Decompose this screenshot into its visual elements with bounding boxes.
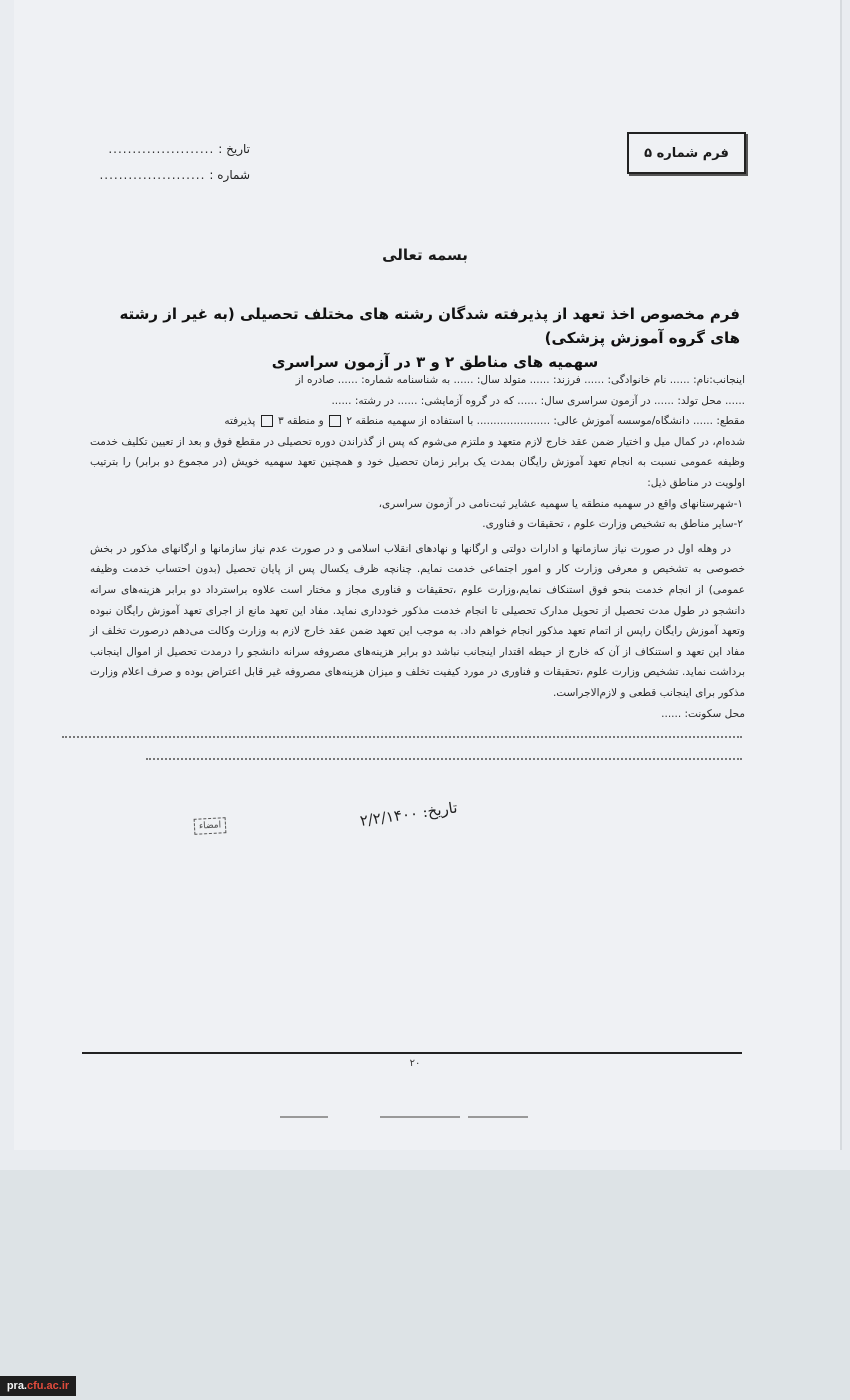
form-title bbox=[90, 302, 740, 374]
region-list-item-2: ۲-سایر مناطق به تشخیص وزارت علوم ، تحقیقات و فناوری. bbox=[482, 518, 743, 531]
footer-rule bbox=[82, 1052, 742, 1054]
scan-mark-3 bbox=[468, 1116, 528, 1118]
region-2-checkbox[interactable] bbox=[329, 415, 341, 427]
watermark-prefix: pra. bbox=[6, 1380, 27, 1392]
applicant-info-line-3 bbox=[90, 411, 745, 432]
form-number-label: فرم شماره ۵ bbox=[644, 145, 729, 161]
blank-dotted-line-1 bbox=[62, 736, 742, 738]
number-field bbox=[90, 168, 250, 182]
applicant-info-line-3-end: پذیرفته bbox=[224, 415, 256, 428]
basmala-heading: بسمه تعالی bbox=[382, 246, 468, 264]
applicant-info-line-2: ...... محل تولد: ...... در آزمون سراسری سال: ...... که در گروه آزمایشی: ...... در رشته: ...... bbox=[331, 394, 745, 407]
page-number: ۲۰ bbox=[409, 1058, 421, 1069]
watermark-domain: cfu.ac.ir bbox=[27, 1380, 70, 1392]
date-label: تاریخ : bbox=[218, 142, 250, 156]
signature-stamp-text: امضاء bbox=[194, 817, 227, 835]
blank-dotted-line-2 bbox=[146, 758, 742, 760]
site-watermark-logo[interactable] bbox=[0, 1376, 76, 1396]
form-number-box bbox=[627, 132, 746, 174]
date-field bbox=[90, 142, 250, 156]
scan-mark-2 bbox=[380, 1116, 460, 1118]
form-title-line-1: فرم مخصوص اخذ تعهد از پذیرفته شدگان رشته های مختلف تحصیلی (به غیر از رشته های گروه آموزش پزشکی) bbox=[119, 305, 740, 347]
residence-line: محل سکونت: ...... bbox=[661, 707, 745, 720]
commitment-paragraph-2: در وهله اول در صورت نیاز سازمانها و ادارات دولتی و ارگانها و نهادهای انقلاب اسلامی و در صورت عدم نیاز سازمانها و ارگانهای مذکور در بخش خصوصی به تشخیص و معرفی وزارت کار و امور اجتماعی خدمت نمایم. چنانچه ظرف یکسال پس از پایان تحصیل (بدون احتساب خدمت وظیفه عمومی) از انجام خدمت بنحو فوق استنکاف نمایم،وزارت علوم ،تحقیقات و فناوری مجاز و مختار است علاوه براسترداد دو برابر هزینه‌های سرانه دانشجو در طول مدت تحصیل از تحویل مدارک تحصیلی تا انجام خدمت مذکور خودداری نماید. مفاد این تعهد مانع از اجرای تعهد آموزش رایگان نبوده وتعهد آموزش رایگان راپس از اتمام تعهد مذکور انجام خواهم داد. به موجب این تعهد ضمن عقد خارج لازم به وزارت وکالت می‌دهم درصورت تخلف از مفاد این تعهد و استنکاف از آن که خارج از حیطه اقتدار اینجانب نباشد دو برابر هزینه‌های مصروفه سرانه دانشجو را درمدت تحصیل از اموال اینجانب برداشت نماید. تشخیص وزارت علوم ،تحقیقات و فناوری در مورد کیفیت تخلف و میزان هزینه‌های مصروفه غیر قابل اعتراض بوده و صرف اعلام وزارت مذکور برای اینجانب قطعی و لازم‌الاجراست. bbox=[90, 542, 745, 699]
date-dots: ...................... bbox=[108, 142, 215, 156]
form-title-line-2: سهمیه های مناطق ۲ و ۳ در آزمون سراسری bbox=[271, 353, 599, 371]
applicant-info-line-3-start: مقطع: ...... دانشگاه/موسسه آموزش عالی: ...................... با استفاده از سهمیه منطقه ۲ bbox=[346, 415, 745, 428]
region-list-item-1: ۱-شهرستانهای واقع در سهمیه منطقه یا سهمیه عشایر ثبت‌نامی در آزمون سراسری، bbox=[378, 497, 743, 510]
scan-mark-1 bbox=[280, 1116, 328, 1118]
number-dots: ...................... bbox=[99, 168, 206, 182]
signature-stamp bbox=[180, 812, 240, 840]
applicant-info-line-1: اینجانب:نام: ...... نام خانوادگی: ...... فرزند: ...... متولد سال: ...... به شناسنامه شماره: ...... صادره از bbox=[295, 374, 745, 386]
region-3-checkbox[interactable] bbox=[261, 415, 273, 427]
number-label: شماره : bbox=[209, 168, 250, 182]
commitment-paragraph-1: شده‌ام، در کمال میل و اختیار ضمن عقد خارج لازم متعهد و ملتزم می‌شوم که پس از گذراندن دوره تحصیلی در مقطع فوق و بعد از تعیین تکلیف خدمت وظیفه عمومی نسبت به انجام تعهد آموزش رایگان بمدت یک برابر زمان تحصیل خود و همچنین تعهد سهمیه خویش (در مجموع دو برابر) را بترتیب اولویت در مناطق ذیل: bbox=[90, 435, 745, 489]
commitment-text bbox=[90, 370, 745, 724]
applicant-info-line-3-middle: و منطقه ۳ bbox=[277, 415, 324, 428]
handwritten-date: تاریخ: ۲/۲/۱۴۰۰ bbox=[358, 798, 459, 830]
